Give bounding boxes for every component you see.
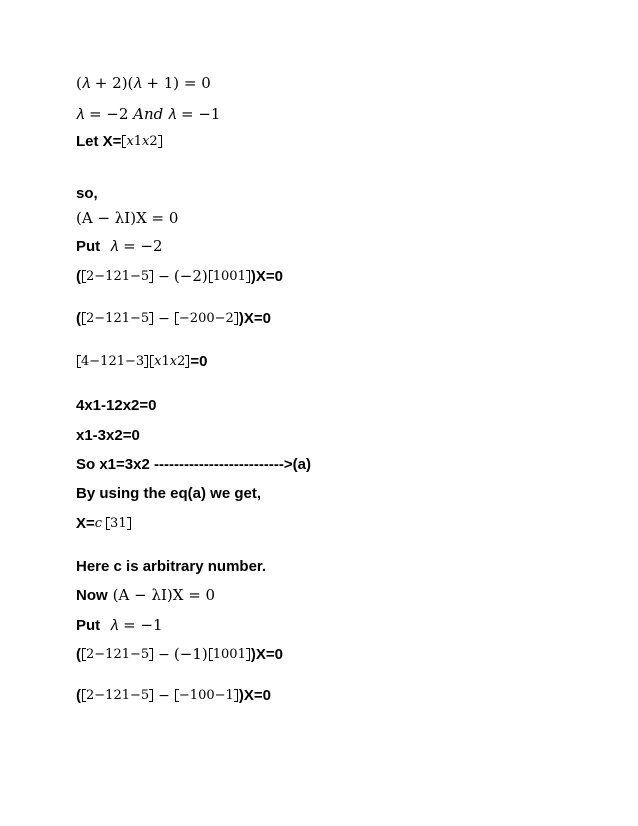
open-paren: ( [76,687,81,704]
x-equals-label: X= [76,515,95,532]
matrix-cell: 1 [121,688,130,703]
matrix-cell: −1 [214,688,234,703]
matrix-cell: 1 [237,647,246,662]
matrix-cell: 2 [86,688,95,703]
matrix-cell: 2 [86,311,95,326]
minus-sign: − [158,687,170,704]
eigenvector-line [76,516,132,531]
equals-zero: X=0 [255,268,283,285]
eigen-equation: (A − λI)X = 0 [112,586,216,604]
matrix-cell: 1 [237,269,246,284]
open-paren: ( [76,268,81,285]
close-paren: ) [250,646,256,663]
matrix-cell: 1 [121,311,130,326]
so-line: so, [76,185,98,202]
equals-zero: X=0 [243,687,271,704]
characteristic-equation: (𝜆 + 2)(𝜆 + 1) = 0 [76,74,211,92]
matrix-cell: −2 [178,311,199,326]
matrix-cell: −12 [89,354,117,369]
matrix-cell: −5 [130,688,150,703]
now-label: Now [76,587,108,604]
matrix-cell: −12 [94,311,122,326]
close-paren: ) [250,268,256,285]
matrix-cell: 𝑥2 [169,354,186,369]
reduced-matrix [77,355,148,368]
identity-matrix [209,648,250,661]
eigenvector-matrix [106,517,131,530]
put-label: Put [76,238,101,255]
matrix-cell: 1 [212,647,222,662]
eigen-equation: (A − λI)X = 0 [76,209,179,227]
open-paren: ( [76,310,81,327]
eigenvalues-line: 𝜆 = −2 𝐴𝑛𝑑 𝜆 = −1 [76,105,221,123]
equals-zero: =0 [190,353,208,370]
matrix-cell: −1 [178,688,199,703]
matrix-cell: −3 [125,354,145,369]
matrix-cell: 0 [229,269,238,284]
matrix-cell: −12 [94,269,122,284]
matrix-cell: 0 [198,311,207,326]
matrix-a [82,312,153,325]
arbitrary-note: Here c is arbitrary number. [76,558,267,575]
minus-sign: − [158,646,170,663]
scalar-neg2: (−2) [173,267,208,285]
matrix-cell: 3 [110,516,119,531]
let-x-line [76,134,163,149]
matrix-cell: 0 [229,647,238,662]
matrix-x [150,355,189,368]
matrix-cell: 𝑥2 [142,134,158,149]
matrix-cell: 0 [206,311,215,326]
equals-zero: X=0 [255,646,283,663]
substitution-line-3 [76,647,283,662]
equation-2: x1-3x2=0 [76,427,140,444]
equation-3: So x1=3x2 -------------------------->(a) [76,456,311,473]
matrix-cell: 2 [86,647,95,662]
equals-zero: X=0 [243,310,271,327]
scalar-neg1: (−1) [173,645,208,663]
open-paren: ( [76,646,81,663]
matrix-cell: 4 [81,354,90,369]
put-lambda-neg2 [76,239,163,254]
matrix-cell: 1 [121,647,130,662]
diagonal-matrix-neg1 [175,689,238,702]
matrix-cell: −2 [214,311,234,326]
diagonal-matrix-neg2 [175,312,238,325]
put-lambda-neg1 [76,618,163,633]
identity-matrix [209,270,250,283]
let-x-label: Let X= [76,133,122,150]
matrix-cell: −12 [94,647,122,662]
equation-1: 4x1-12x2=0 [76,397,157,414]
matrix-cell: 2 [86,269,95,284]
substitution-line-4 [76,688,271,703]
using-eq-line: By using the eq(a) we get, [76,485,262,502]
matrix-cell: 1 [116,354,125,369]
matrix-cell: −5 [130,311,150,326]
matrix-cell: 𝑥1 [154,354,170,369]
matrix-cell: 0 [206,688,215,703]
matrix-a [82,648,153,661]
substitution-line-2 [76,311,271,326]
matrix-cell: 0 [221,269,230,284]
lambda-value: 𝜆 = −1 [110,616,163,634]
close-paren: ) [238,310,244,327]
matrix-cell: 1 [212,269,222,284]
matrix-cell: −5 [130,647,150,662]
substitution-line-1 [76,269,283,284]
matrix-a [82,270,153,283]
matrix-a [82,689,153,702]
minus-sign: − [158,268,170,285]
put-label: Put [76,617,101,634]
lambda-value: 𝜆 = −2 [110,237,163,255]
reduced-system-line [76,354,208,369]
matrix-cell: 1 [118,516,127,531]
close-paren: ) [238,687,244,704]
matrix-cell: −5 [130,269,150,284]
matrix-x [122,135,161,148]
matrix-cell: 0 [198,688,207,703]
now-line [76,588,215,603]
minus-sign: − [158,310,170,327]
matrix-cell: −12 [94,688,122,703]
matrix-cell: 0 [221,647,230,662]
matrix-cell: 1 [121,269,130,284]
matrix-cell: 𝑥1 [126,134,143,149]
arbitrary-constant: 𝑐 [94,516,103,531]
